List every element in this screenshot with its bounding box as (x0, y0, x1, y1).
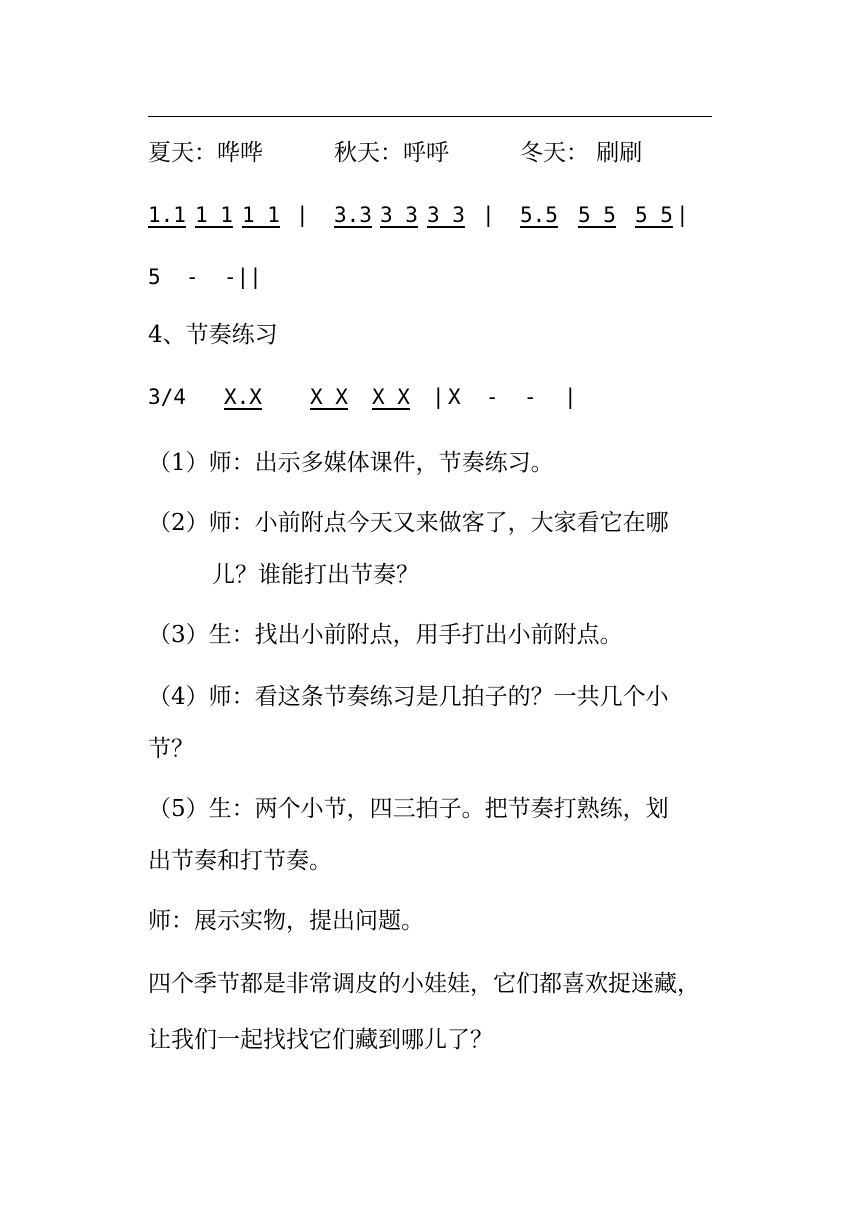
rhythm-group: X.X (224, 385, 262, 409)
step-5-line-1: （5）生：两个小节，四三拍子。把节奏打熟练，划 (148, 796, 669, 822)
step-2-line-2: 儿？谁能打出节奏？ (212, 562, 419, 588)
season-winter: 冬天： 刷刷 (520, 140, 643, 166)
season-summer: 夏天：哗哗 (148, 140, 263, 166)
top-horizontal-rule (148, 116, 712, 117)
note-group: 1 1 (195, 203, 233, 227)
note-group: 5 5 (635, 203, 673, 227)
barline: | (296, 203, 309, 227)
note-group: 3.3 (334, 203, 372, 227)
step-5-line-2: 出节奏和打节奏。 (148, 848, 332, 874)
notation-line-2: 5 - -|| (148, 265, 262, 289)
note-group: 3 3 (427, 203, 465, 227)
step-3: （3）生：找出小前附点，用手打出小前附点。 (148, 622, 623, 648)
rhythm-line (148, 382, 712, 412)
note-group: 5.5 (520, 203, 558, 227)
barline: | (676, 203, 689, 227)
teacher-line: 师：展示实物，提出问题。 (148, 908, 424, 934)
step-4-line-2: 节？ (148, 736, 194, 762)
step-4-line-1: （4）师：看这条节奏练习是几拍子的？一共几个小 (148, 684, 669, 710)
rhythm-group: X X (310, 385, 348, 409)
seasons-line (148, 138, 712, 168)
season-autumn: 秋天：呼呼 (334, 140, 449, 166)
time-signature: 3/4 (148, 385, 186, 409)
section-heading: 4、节奏练习 (148, 322, 278, 348)
note-group: 1 1 (242, 203, 280, 227)
note-group: 5 5 (578, 203, 616, 227)
note-group: 3 3 (380, 203, 418, 227)
barline: | (432, 385, 445, 409)
closing-paragraph: 四个季节都是非常调皮的小娃娃，它们都喜欢捉迷藏，让我们一起找找它们藏到哪儿了？ (148, 971, 700, 1053)
step-2-line-1: （2）师：小前附点今天又来做客了，大家看它在哪 (148, 510, 669, 536)
notation-line-1 (148, 200, 712, 230)
rhythm-tail: X - - (448, 385, 537, 409)
barline: | (564, 385, 577, 409)
barline: | (482, 203, 495, 227)
rhythm-group: X X (372, 385, 410, 409)
note-group: 1.1 (148, 203, 186, 227)
step-1: （1）师：出示多媒体课件，节奏练习。 (148, 450, 554, 476)
